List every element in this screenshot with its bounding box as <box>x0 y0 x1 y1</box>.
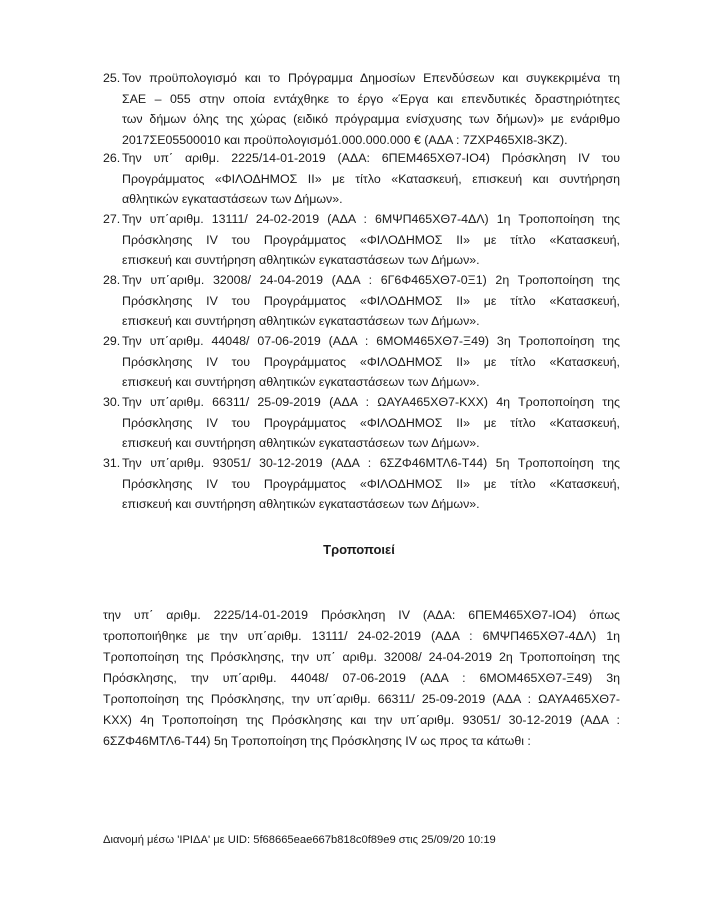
list-item-line: Προγράμματος «ΦΙΛΟΔΗΜΟΣ ΙΙ» με τίτλο «Κατασκευή, επισκευή και συντήρηση <box>122 171 620 186</box>
paragraph-line: την υπ΄ αριθμ. 2225/14-01-2019 Πρόσκληση IV (ΑΔΑ: 6ΠΕΜ465ΧΘ7-ΙΟ4) όπως <box>103 608 620 622</box>
list-item-line: ΣΑΕ – 055 στην οποία εντάχθηκε το έργο «Έργα και επενδυτικές δραστηριότητες <box>122 91 620 106</box>
list-item-number: 31. <box>103 456 121 470</box>
paragraph-line: Τροποποίηση της Πρόσκλησης, την υπ΄αριθμ. 66311/ 25-09-2019 (ΑΔΑ : ΩΑΥΑ465ΧΘ7- <box>103 692 620 706</box>
list-item <box>103 331 620 393</box>
list-item-line: επισκευή και συντήρηση αθλητικών εγκαταστάσεων των Δήμων». <box>122 436 480 450</box>
list-item-line: Πρόσκλησης IV του Προγράμματος «ΦΙΛΟΔΗΜΟΣ ΙΙ» με τίτλο «Κατασκευή, <box>122 476 620 491</box>
list-item-line: αθλητικών εγκαταστάσεων των Δήμων». <box>122 192 343 206</box>
list-item <box>103 68 620 150</box>
list-item <box>103 392 620 454</box>
list-item <box>103 209 620 271</box>
list-item-line: Την υπ΄αριθμ. 93051/ 30-12-2019 (ΑΔΑ : 6ΣΖΦ46ΜΤΛ6-Τ44) 5η Τροποποίηση της <box>122 456 620 470</box>
list-item-line: Πρόσκλησης IV του Προγράμματος «ΦΙΛΟΔΗΜΟΣ ΙΙ» με τίτλο «Κατασκευή, <box>122 415 620 430</box>
amendment-paragraph <box>103 605 620 752</box>
paragraph-line: ΚΧΧ) 4η Τροποποίηση της Πρόσκλησης και την υπ΄αριθμ. 93051/ 30-12-2019 (ΑΔΑ : <box>103 713 620 727</box>
list-item-line: Πρόσκλησης IV του Προγράμματος «ΦΙΛΟΔΗΜΟΣ ΙΙ» με τίτλο «Κατασκευή, <box>122 232 620 247</box>
list-item-number: 28. <box>103 273 121 287</box>
list-item-number: 26. <box>103 151 121 165</box>
distribution-footer: Διανομή μέσω 'ΙΡΙΔΑ' με UID: 5f68665eae667b818c0f89e9 στις 25/09/20 10:19 <box>103 834 496 846</box>
list-item-line: επισκευή και συντήρηση αθλητικών εγκαταστάσεων των Δήμων». <box>122 253 480 267</box>
list-item-line: Την υπ΄ αριθμ. 2225/14-01-2019 (ΑΔΑ: 6ΠΕΜ465ΧΘ7-ΙΟ4) Πρόσκληση IV του <box>122 151 620 165</box>
paragraph-line: Τροποποίηση της Πρόσκλησης, την υπ΄ αριθμ. 32008/ 24-04-2019 2η Τροποποίηση της <box>103 650 620 664</box>
section-heading: Τροποποιεί <box>323 542 395 557</box>
paragraph-line: Πρόσκλησης, την υπ΄αριθμ. 44048/ 07-06-2019 (ΑΔΑ : 6ΜΟΜ465ΧΘ7-Ξ49) 3η <box>103 671 620 685</box>
list-item-number: 29. <box>103 334 121 348</box>
list-item-line: Την υπ΄αριθμ. 66311/ 25-09-2019 (ΑΔΑ : ΩΑΥΑ465ΧΘ7-ΚΧΧ) 4η Τροποποίηση της <box>122 395 620 409</box>
list-item-line: επισκευή και συντήρηση αθλητικών εγκαταστάσεων των Δήμων». <box>122 314 480 328</box>
paragraph-line: τροποποιήθηκε με την υπ΄αριθμ. 13111/ 24-02-2019 (ΑΔΑ : 6ΜΨΠ465ΧΘ7-4ΔΛ) 1η <box>103 629 620 643</box>
list-item <box>103 148 620 210</box>
list-item <box>103 270 620 332</box>
list-item-line: Πρόσκλησης IV του Προγράμματος «ΦΙΛΟΔΗΜΟΣ ΙΙ» με τίτλο «Κατασκευή, <box>122 293 620 308</box>
list-item-line: 2017ΣΕ05500010 και προϋπολογισμό1.000.000.000 € (ΑΔΑ : 7ΖΧΡ465ΧΙ8-3ΚΖ). <box>122 132 568 147</box>
paragraph-line: 6ΣΖΦ46ΜΤΛ6-Τ44) 5η Τροποποίηση της Πρόσκλησης IV ως προς τα κάτωθι : <box>103 734 531 748</box>
list-item-line: Τον προϋπολογισμό και το Πρόγραμμα Δημοσίων Επενδύσεων και συγκεκριμένα τη <box>122 71 620 85</box>
list-item-line: Πρόσκλησης IV του Προγράμματος «ΦΙΛΟΔΗΜΟΣ ΙΙ» με τίτλο «Κατασκευή, <box>122 354 620 369</box>
list-item-number: 27. <box>103 212 121 226</box>
list-item-line: των δήμων όλης της χώρας (ειδικό πρόγραμμα ενίσχυσης των δήμων)» με ενάριθμο <box>122 112 620 126</box>
list-item-number: 30. <box>103 395 121 409</box>
list-item-line: Την υπ΄αριθμ. 13111/ 24-02-2019 (ΑΔΑ : 6ΜΨΠ465ΧΘ7-4ΔΛ) 1η Τροποποίηση της <box>122 212 620 226</box>
list-item <box>103 453 620 515</box>
list-item-line: επισκευή και συντήρηση αθλητικών εγκαταστάσεων των Δήμων». <box>122 497 480 511</box>
list-item-number: 25. <box>103 71 121 85</box>
list-item-line: επισκευή και συντήρηση αθλητικών εγκαταστάσεων των Δήμων». <box>122 375 480 389</box>
list-item-line: Την υπ΄αριθμ. 32008/ 24-04-2019 (ΑΔΑ : 6Γ6Φ465ΧΘ7-0Ξ1) 2η Τροποποίηση της <box>122 273 620 287</box>
list-item-line: Την υπ΄αριθμ. 44048/ 07-06-2019 (ΑΔΑ : 6ΜΟΜ465ΧΘ7-Ξ49) 3η Τροποποίηση της <box>122 334 620 348</box>
